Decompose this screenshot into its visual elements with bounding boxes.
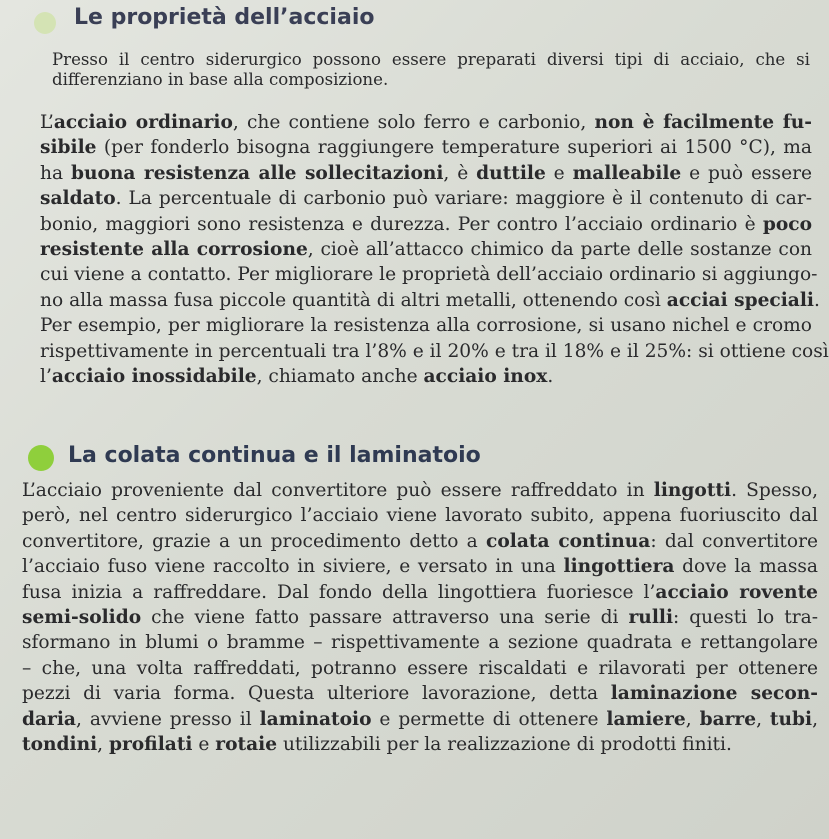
text-run: bonio, maggiori sono resistenza e durezza. Per contro l’acciaio ordinario è	[40, 213, 763, 235]
text-run: .	[813, 289, 820, 311]
bold-term: saldato	[40, 188, 116, 210]
bold-term: tubi	[769, 708, 813, 730]
text-line	[22, 478, 818, 503]
bold-term: poco	[762, 213, 812, 235]
text-line	[22, 732, 818, 757]
text-run: rispettivamente in percentuali tra l’8% e il 20% e tra il 18% e il 25%: si ottiene così	[40, 340, 829, 362]
text-line	[22, 707, 818, 732]
text-run: : dal convertitore	[650, 530, 818, 552]
text-run: l’acciaio fuso viene raccolto in siviere, e versato in una	[22, 556, 564, 578]
bold-term: semi-solido	[22, 607, 142, 629]
text-run: , avviene presso il	[75, 708, 260, 730]
text-line	[40, 339, 829, 364]
text-run: ,	[756, 708, 770, 730]
text-run: L’acciaio proveniente dal convertitore può essere raffreddato in	[22, 480, 654, 501]
bold-term: colata continua	[486, 530, 651, 552]
bold-term: profilati	[108, 734, 193, 756]
bold-term: malleabile	[572, 162, 682, 184]
text-line	[40, 212, 812, 237]
text-run: ,	[812, 708, 819, 730]
text-line	[22, 605, 818, 630]
bold-term: tondini	[22, 734, 98, 756]
text-line	[40, 186, 812, 211]
text-line	[22, 656, 818, 681]
text-run: . La percentuale di carbonio può variare: maggiore è il contenuto di car-	[115, 188, 812, 210]
intro-paragraph	[52, 50, 810, 89]
text-line	[22, 529, 818, 554]
bold-term: lingottiera	[563, 556, 675, 578]
text-run: che viene fatto passare attraverso una serie di	[141, 607, 629, 629]
bold-term: laminazione secon-	[610, 683, 818, 705]
bold-term: sibile	[40, 137, 97, 159]
text-line	[40, 110, 812, 135]
bold-term: acciaio ordinario	[53, 112, 233, 133]
text-run: , che contiene solo ferro e carbonio,	[232, 112, 595, 133]
bold-term: rotaie	[215, 734, 278, 756]
text-run: , cioè all’attacco chimico da parte delle sostanze con	[307, 239, 812, 261]
section-title-continuous-casting: La colata continua e il laminatoio	[68, 443, 481, 468]
text-line	[40, 288, 820, 313]
text-run: .	[547, 366, 554, 388]
text-run: Per esempio, per migliorare la resistenza alla corrosione, si usano nichel e cromo	[40, 315, 812, 337]
text-run: ,	[97, 734, 109, 756]
continuous-casting-paragraph	[22, 478, 818, 757]
text-run: utilizzabili per la realizzazione di prodotti finiti.	[277, 734, 732, 756]
bold-term: acciai speciali	[666, 289, 814, 311]
bold-term: resistente alla corrosione	[40, 239, 308, 261]
steel-properties-paragraph	[40, 110, 829, 389]
text-run: ha	[40, 162, 71, 184]
bold-term: laminatoio	[259, 708, 372, 730]
intro-line: differenziano in base alla composizione.	[52, 69, 389, 89]
text-run: pezzi di varia forma. Questa ulteriore lavorazione, detta	[22, 683, 611, 705]
bold-term: non è facilmente fu-	[594, 112, 812, 133]
text-run: L’	[40, 112, 54, 133]
bold-term: acciaio inossidabile	[51, 366, 257, 388]
section-bullet-icon	[34, 12, 56, 34]
text-line	[22, 681, 818, 706]
bold-term: daria	[22, 708, 76, 730]
section-bullet-icon	[28, 445, 54, 471]
text-run: e permette di ottenere	[371, 708, 607, 730]
text-line	[22, 580, 818, 605]
bold-term: lingotti	[653, 480, 732, 501]
intro-line: Presso il centro siderurgico possono essere preparati diversi tipi di acciaio, che si	[52, 50, 810, 69]
text-line	[40, 364, 812, 389]
text-run: – che, una volta raffreddati, potranno essere riscaldati e rilavorati per ottenere	[22, 657, 818, 679]
text-line	[40, 313, 812, 338]
text-line	[40, 135, 812, 160]
text-run: dove la massa	[674, 556, 818, 578]
bold-term: duttile	[476, 162, 546, 184]
text-line	[40, 262, 818, 287]
bold-term: rulli	[628, 607, 674, 629]
text-line	[22, 554, 818, 579]
text-line	[40, 161, 812, 186]
bold-term: acciaio inox	[423, 366, 548, 388]
text-line	[22, 630, 818, 655]
text-run: ,	[685, 708, 700, 730]
text-run: convertitore, grazie a un procedimento detto a	[22, 530, 487, 552]
section-title-steel-properties: Le proprietà dell’acciaio	[74, 5, 375, 30]
text-run: , chiamato anche	[256, 366, 424, 388]
text-line	[22, 503, 818, 528]
bold-term: buona resistenza alle sollecitazioni	[70, 162, 444, 184]
bold-term: lamiere	[606, 708, 686, 730]
bold-term: acciaio rovente	[655, 581, 818, 603]
text-run: cui viene a contatto. Per migliorare le proprietà dell’acciaio ordinario si aggiungo-	[40, 264, 818, 286]
text-line	[40, 237, 812, 262]
text-run: , è	[443, 162, 477, 184]
text-run: e	[192, 734, 216, 756]
text-run: no alla massa fusa piccole quantità di altri metalli, ottenendo così	[40, 289, 667, 311]
text-run: : questi lo tra-	[673, 607, 818, 629]
text-run: però, nel centro siderurgico l’acciaio viene lavorato subito, appena fuoriuscito dal	[22, 505, 818, 527]
text-run: (per fonderlo bisogna raggiungere temperature superiori ai 1500 °C), ma	[96, 137, 812, 159]
text-run: . Spesso,	[731, 480, 818, 501]
text-run: l’	[40, 366, 52, 388]
text-run: e	[545, 162, 573, 184]
text-run: fusa inizia a raffreddare. Dal fondo della lingottiera fuoriesce l’	[22, 581, 656, 603]
text-run: sformano in blumi o bramme – rispettivamente a sezione quadrata e rettangolare	[22, 632, 818, 654]
text-run: e può essere	[681, 162, 812, 184]
bold-term: barre	[699, 708, 757, 730]
